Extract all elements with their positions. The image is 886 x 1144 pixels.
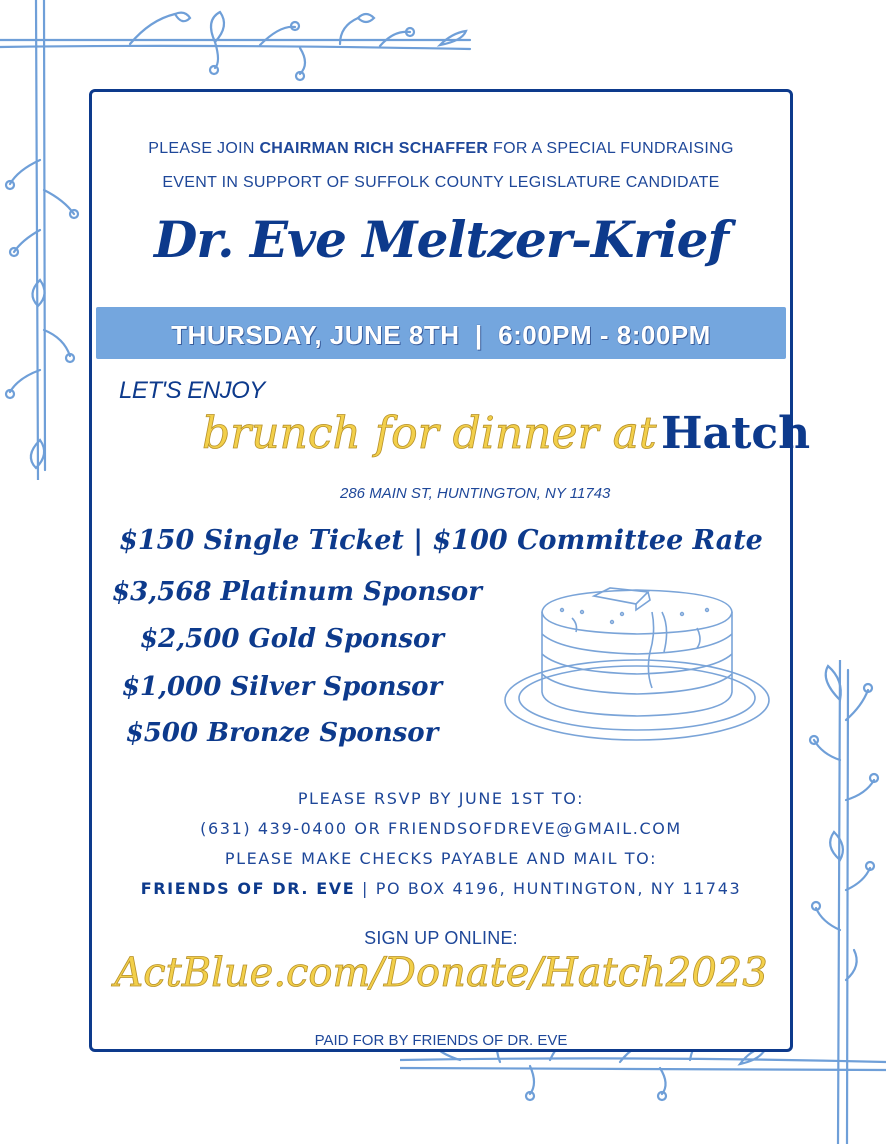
paid-for-disclaimer: PAID FOR BY FRIENDS OF DR. EVE [314, 1032, 568, 1049]
venue-name: Hatch [660, 408, 811, 459]
lets-enjoy-label: LET'S ENJOY [119, 377, 265, 404]
candidate-name: Dr. Eve Meltzer-Krief [154, 210, 728, 269]
host-name: CHAIRMAN RICH SCHAFFER [259, 140, 489, 157]
invite-suffix: FOR A SPECIAL FUNDRAISING [488, 140, 734, 157]
rsvp-deadline: PLEASE RSVP BY JUNE 1ST TO: [297, 789, 585, 808]
event-script-text: brunch for dinner at [202, 408, 657, 459]
invite-line-2: EVENT IN SUPPORT OF SUFFOLK COUNTY LEGISLATURE CANDIDATE [162, 174, 720, 191]
sponsor-gold: $2,500 Gold Sponsor [139, 624, 445, 654]
checks-instructions: PLEASE MAKE CHECKS PAYABLE AND MAIL TO: [224, 849, 658, 868]
payee-address: | PO BOX 4196, HUNTINGTON, NY 11743 [355, 879, 742, 898]
sign-up-label: SIGN UP ONLINE: [364, 928, 518, 948]
venue-address: 286 MAIN ST, HUNTINGTON, NY 11743 [340, 485, 611, 502]
venue-headline [202, 408, 810, 459]
invite-prefix: PLEASE JOIN [148, 140, 260, 157]
sponsor-bronze: $500 Bronze Sponsor [125, 718, 439, 748]
sponsor-platinum: $3,568 Platinum Sponsor [112, 577, 482, 607]
rsvp-contact: (631) 439-0400 OR FRIENDSOFDREVE@GMAIL.COM [200, 819, 682, 838]
flyer-card [89, 89, 811, 1052]
invite-line-1 [92, 140, 790, 158]
mailing-address [92, 879, 790, 898]
pancake-stack-illustration [502, 582, 772, 752]
sponsor-silver: $1,000 Silver Sponsor [121, 672, 443, 702]
date-band [96, 307, 786, 359]
donation-url[interactable]: ActBlue.com/Donate/Hatch2023 [114, 950, 768, 996]
date-time-text: THURSDAY, JUNE 8TH | 6:00PM - 8:00PM [171, 320, 711, 350]
payee-name: FRIENDS OF DR. EVE [140, 879, 356, 898]
ticket-prices: $150 Single Ticket | $100 Committee Rate [119, 525, 763, 556]
